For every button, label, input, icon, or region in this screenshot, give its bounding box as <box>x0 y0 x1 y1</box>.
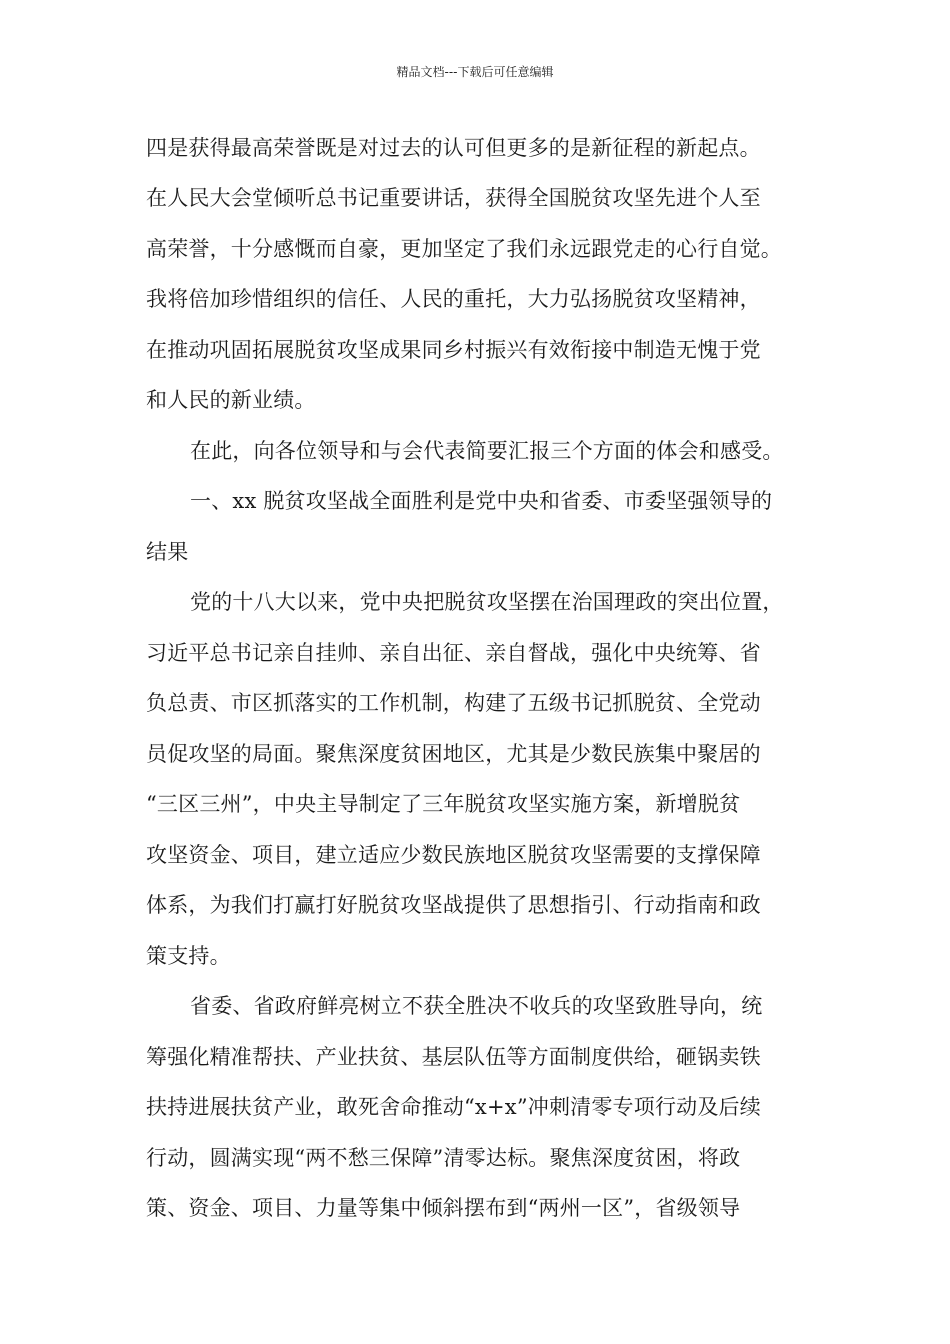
text-line: 高荣誉，十分感慨而自豪，更加坚定了我们永远跟党走的心行自觉。 <box>146 237 782 261</box>
page-header: 精品文档---下载后可任意编辑 <box>396 65 554 79</box>
text-line: 筹强化精准帮扶、产业扶贫、基层队伍等方面制度供给，砸锅卖铁 <box>146 1045 761 1069</box>
text-line: 党的十八大以来，党中央把脱贫攻坚摆在治国理政的突出位置， <box>190 590 784 614</box>
section-heading-cont: 结果 <box>146 540 189 564</box>
section-heading: 一、xx 脱贫攻坚战全面胜利是党中央和省委、市委坚强领导的 <box>190 489 773 513</box>
text-line: 习近平总书记亲自挂帅、亲自出征、亲自督战，强化中央统筹、省 <box>146 641 761 665</box>
text-line: 体系，为我们打赢打好脱贫攻坚战提供了思想指引、行动指南和政 <box>146 893 761 917</box>
text-line: “三区三州”，中央主导制定了三年脱贫攻坚实施方案，新增脱贫 <box>146 792 741 816</box>
text-line: 员促攻坚的局面。聚焦深度贫困地区，尤其是少数民族集中聚居的 <box>146 742 761 766</box>
text-line: 策、资金、项目、力量等集中倾斜摆布到“两州一区”，省级领导 <box>146 1196 741 1220</box>
text-line: 攻坚资金、项目，建立适应少数民族地区脱贫攻坚需要的支撑保障 <box>146 843 761 867</box>
text-line: 策支持。 <box>146 944 231 968</box>
text-line: 扶持进展扶贫产业，敢死舍命推动“x+x”冲刺清零专项行动及后续 <box>146 1095 761 1119</box>
text-line: 省委、省政府鲜亮树立不获全胜决不收兵的攻坚致胜导向，统 <box>190 994 763 1018</box>
text-line: 四是获得最高荣誉既是对过去的认可但更多的是新征程的新起点。 <box>146 136 761 160</box>
text-line: 负总责、市区抓落实的工作机制，构建了五级书记抓脱贫、全党动 <box>146 691 761 715</box>
text-line: 我将倍加珍惜组织的信任、人民的重托，大力弘扬脱贫攻坚精神， <box>146 287 761 311</box>
text-line: 在此，向各位领导和与会代表简要汇报三个方面的体会和感受。 <box>190 439 784 463</box>
text-line: 和人民的新业绩。 <box>146 388 316 412</box>
text-line: 行动，圆满实现“两不愁三保障”清零达标。聚焦深度贫困，将政 <box>146 1146 741 1170</box>
text-line: 在人民大会堂倾听总书记重要讲话，获得全国脱贫攻坚先进个人至 <box>146 186 761 210</box>
text-line: 在推动巩固拓展脱贫攻坚成果同乡村振兴有效衔接中制造无愧于党 <box>146 338 761 362</box>
